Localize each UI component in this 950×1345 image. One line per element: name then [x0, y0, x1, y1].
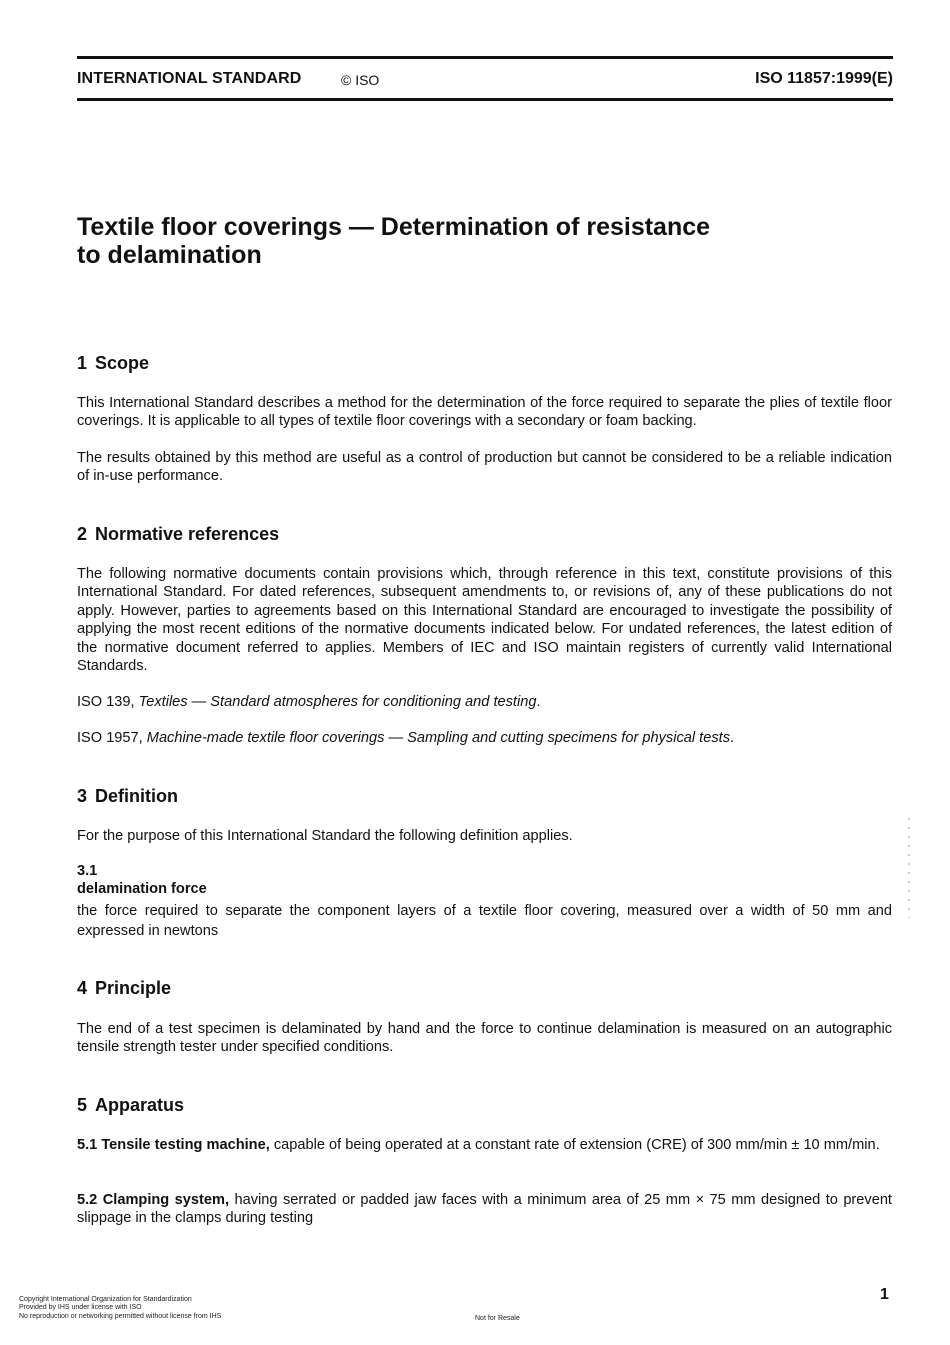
section-heading-definition	[77, 785, 178, 807]
section-number: 3	[77, 786, 88, 806]
copyright-footer	[19, 1296, 221, 1321]
footer-line-3: No reproduction or networking permitted without license from IHS	[19, 1312, 222, 1320]
section-title: Scope	[95, 353, 150, 373]
reference-title: Machine-made textile floor coverings — Sampling and cutting specimens for physical tests	[146, 730, 730, 746]
section-title: Apparatus	[95, 1095, 185, 1115]
section-number: 4	[77, 978, 88, 998]
document-title	[77, 213, 837, 269]
apparatus-item-tensile-machine	[77, 1136, 892, 1154]
page-header	[77, 70, 893, 92]
reference-title: Textiles — Standard atmospheres for conditioning and testing	[138, 694, 537, 710]
principle-paragraph: The end of a test specimen is delaminated by hand and the force to continue delamination is measured on an autographic tensile strength tester under specified conditions.	[77, 1021, 892, 1056]
section-title: Definition	[95, 786, 179, 806]
footer-line-2: Provided by IHS under license with ISO	[19, 1304, 142, 1312]
margin-watermark-marks	[908, 818, 910, 918]
title-line-1: Textile floor coverings — Determination of resistance	[77, 213, 711, 241]
item-text: having serrated or padded jaw faces with a minimum area of 25 mm × 75 mm designed to prevent slippage in the clamps during testing	[77, 1192, 892, 1227]
section-heading-scope	[77, 352, 149, 374]
reference-end: .	[536, 694, 541, 710]
standard-label: INTERNATIONAL STANDARD	[77, 70, 302, 87]
section-heading-normative-references	[77, 523, 279, 545]
title-line-2: to delamination	[77, 241, 262, 269]
apparatus-item-clamping-system	[77, 1191, 892, 1228]
scope-paragraph-1: This International Standard describes a method for the determination of the force required to separate the plies of textile floor coverings. It is applicable to all types of textile floor coverings with a secondary or foam backing.	[77, 395, 892, 430]
definition-paragraph: For the purpose of this International Standard the following definition applies.	[77, 828, 573, 844]
definition-text: the force required to separate the component layers of a textile floor covering, measured over a width of 50 mm and expressed in newtons	[77, 903, 892, 939]
section-title: Normative references	[95, 524, 280, 544]
page-number: 1	[880, 1286, 889, 1303]
item-label: 5.1 Tensile testing machine,	[77, 1137, 270, 1153]
header-bottom-rule	[77, 98, 893, 101]
section-number: 1	[77, 353, 88, 373]
item-label: 5.2 Clamping system,	[77, 1192, 230, 1208]
scope-paragraph-2: The results obtained by this method are useful as a control of production but cannot be considered to be a reliable indication of in-use performance.	[77, 450, 892, 485]
section-number: 5	[77, 1095, 88, 1115]
section-heading-principle	[77, 977, 171, 999]
copyright-label: © ISO	[341, 72, 380, 88]
section-number: 2	[77, 524, 88, 544]
section-heading-apparatus	[77, 1094, 184, 1116]
reference-code: ISO 139,	[77, 694, 139, 710]
definition-term: delamination force	[77, 881, 207, 897]
footer-line-1: Copyright International Organization for Standardization	[19, 1296, 192, 1303]
reference-end: .	[730, 730, 735, 746]
section-title: Principle	[95, 978, 172, 998]
reference-code: ISO 1957,	[77, 730, 147, 746]
normative-reference-iso-1957	[77, 729, 892, 747]
normative-reference-iso-139	[77, 693, 892, 711]
standard-number: ISO 11857:1999(E)	[755, 70, 893, 87]
normative-paragraph: The following normative documents contain provisions which, through reference in this text, constitute provisions of this International Standard. For dated references, subsequent amendments to, or revisions of, any of these publications do not apply. However, parties to agreements based on this International Standard are encouraged to investigate the possibility of applying the most recent editions of the normative documents indicated below. For undated references, the latest edition of the normative document referred to applies. Members of IEC and ISO maintain registers of currently valid International Standards.	[77, 566, 892, 675]
item-text: capable of being operated at a constant rate of extension (CRE) of 300 mm/min ± 10 mm/min.	[269, 1137, 880, 1153]
definition-number: 3.1	[77, 863, 98, 879]
header-top-rule	[77, 56, 893, 59]
not-for-resale-label: Not for Resale	[475, 1315, 520, 1322]
